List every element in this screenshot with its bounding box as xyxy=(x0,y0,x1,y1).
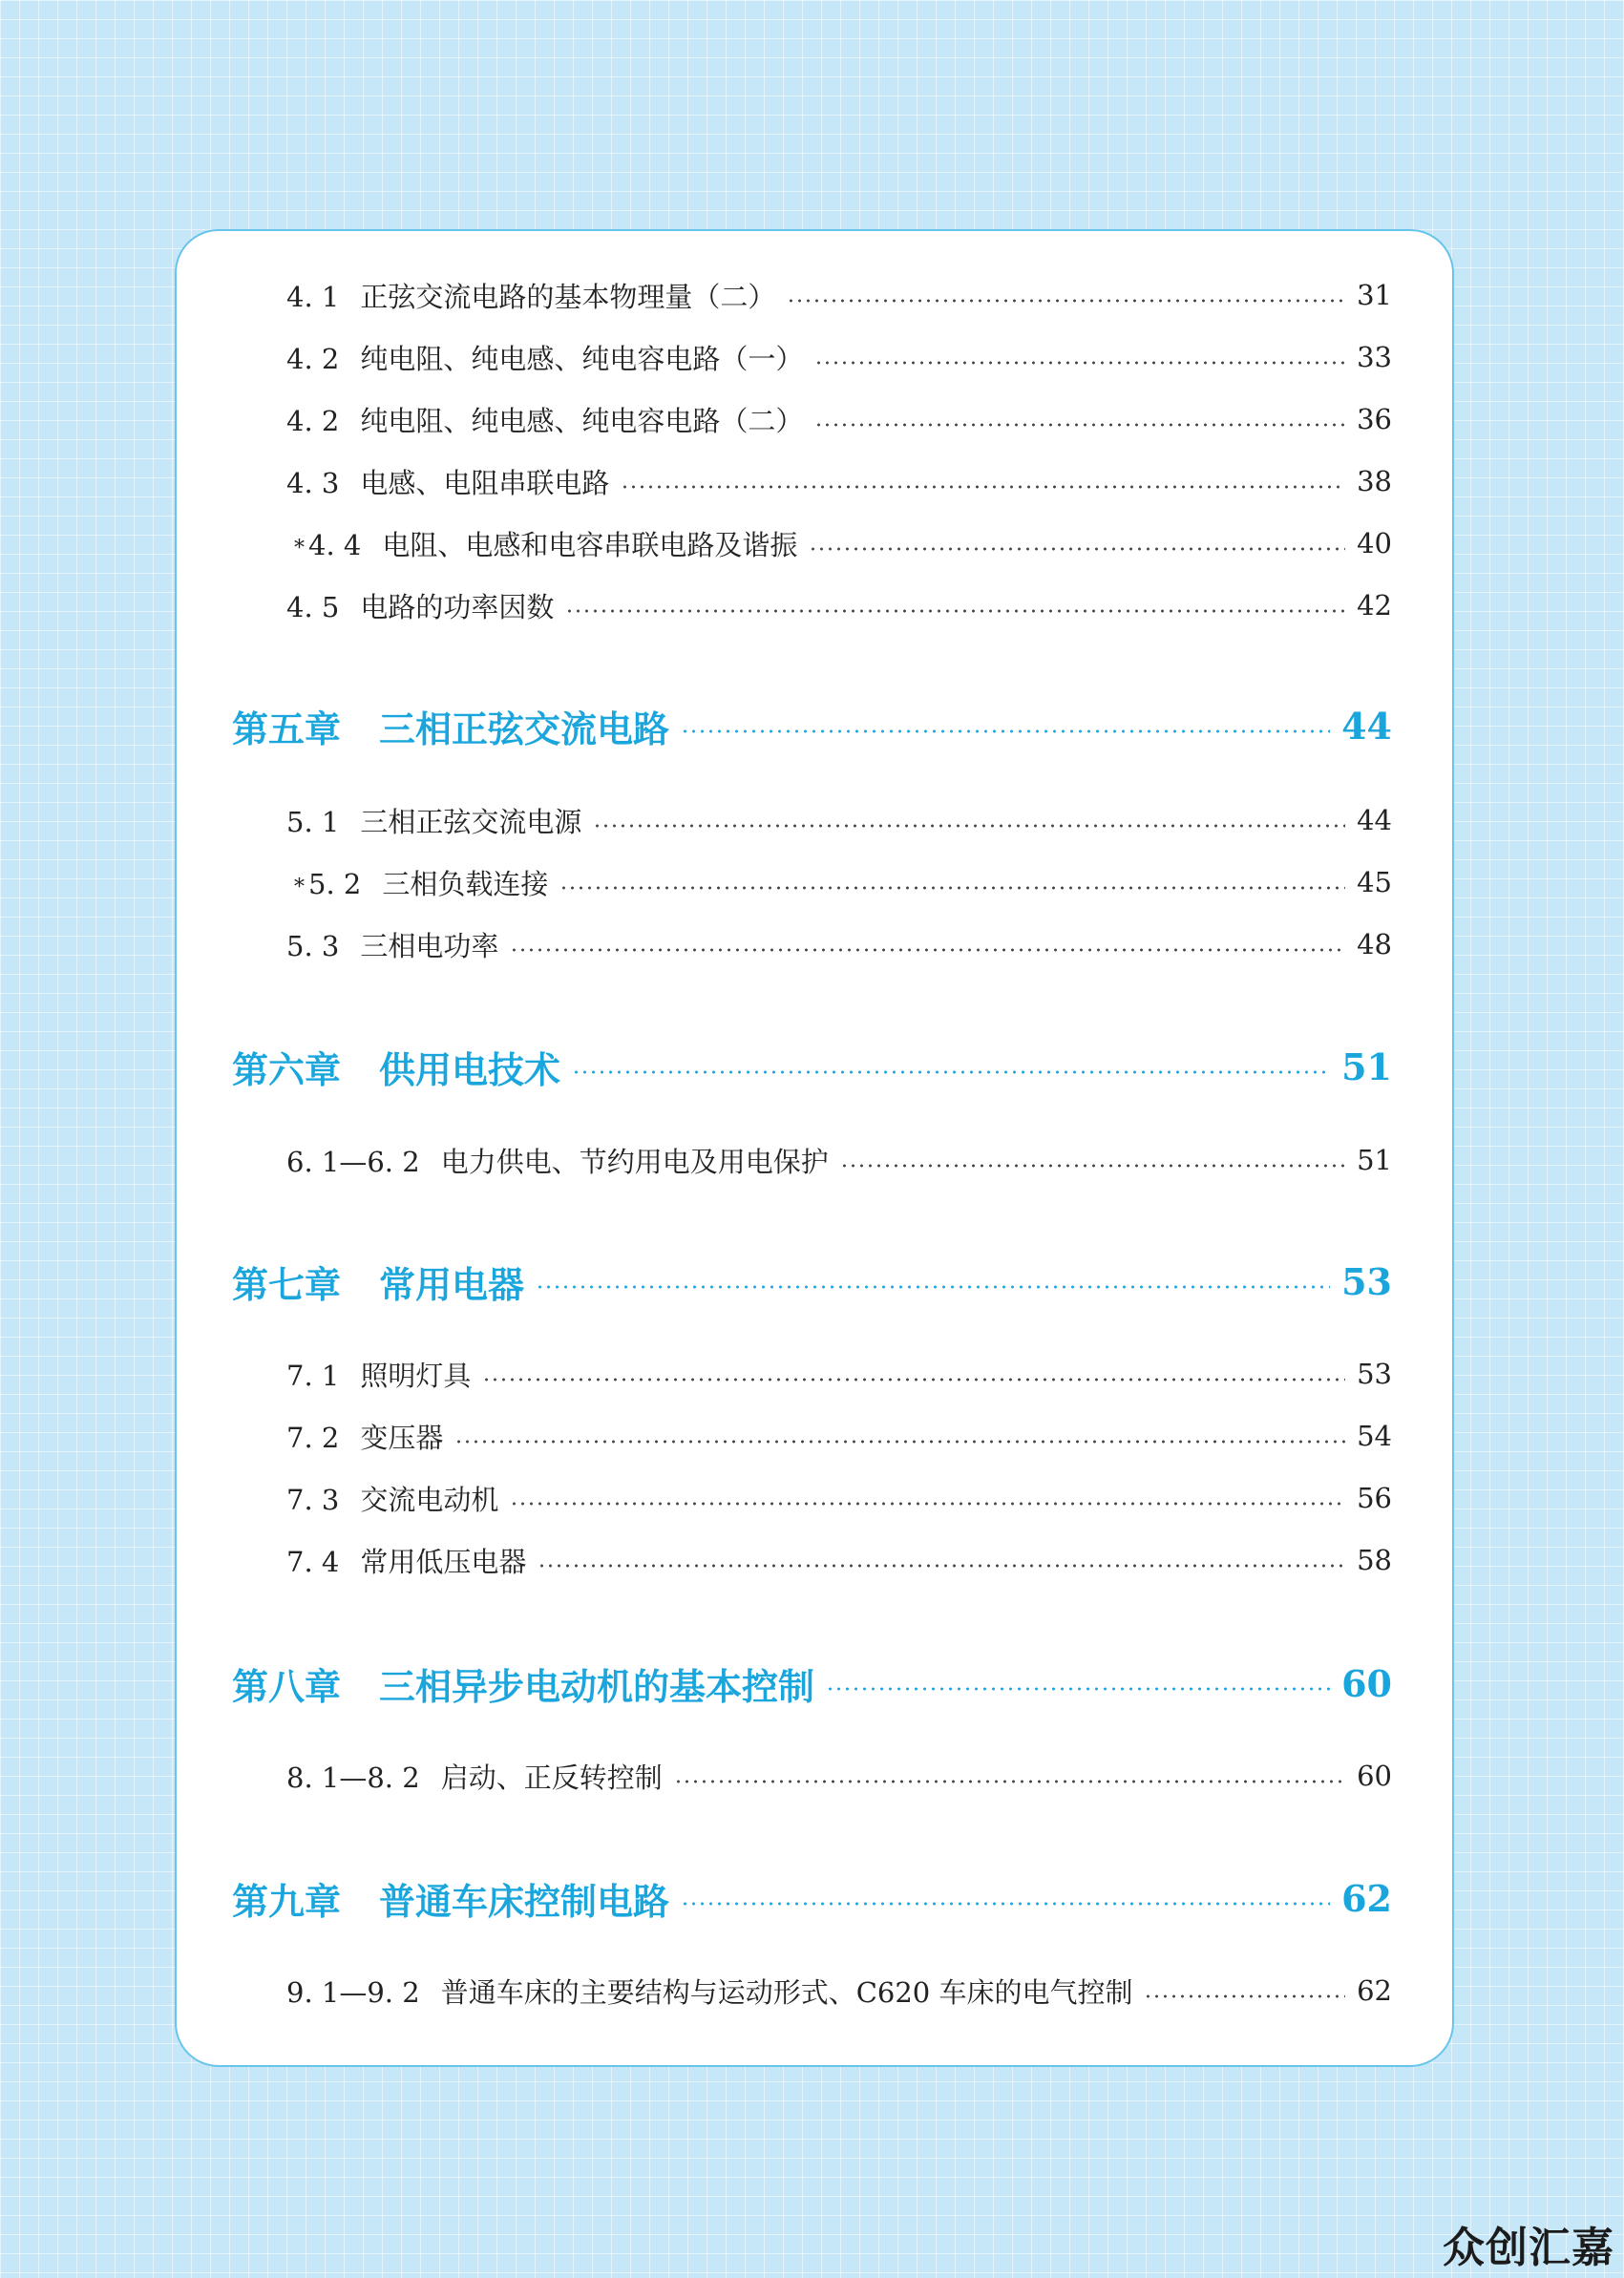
page-number: 58 xyxy=(1357,1544,1392,1576)
section-title: 电力供电、节约用电及用电保护 xyxy=(440,1145,829,1178)
dot-leader xyxy=(1144,1993,1345,1999)
chapter-heading[interactable] xyxy=(232,1251,1392,1312)
section-title: 三相负载连接 xyxy=(382,867,549,900)
section-title: 普通车床的主要结构与运动形式、C620 车床的电气控制 xyxy=(440,1975,1133,2009)
chapter-number: 第五章 xyxy=(232,707,342,750)
dot-leader xyxy=(593,823,1345,829)
dot-leader xyxy=(621,484,1345,490)
dot-leader xyxy=(510,947,1345,953)
page-number: 53 xyxy=(1341,1259,1392,1303)
page-number: 51 xyxy=(1357,1144,1392,1176)
dot-leader xyxy=(559,885,1345,891)
chapter-title: 三相正弦交流电路 xyxy=(379,707,670,750)
dot-leader xyxy=(681,1901,1330,1907)
section-number: 8. 1—8. 2 xyxy=(286,1761,420,1794)
page-number: 44 xyxy=(1341,704,1392,748)
section-number: 6. 1—6. 2 xyxy=(286,1145,420,1178)
page-number: 54 xyxy=(1357,1420,1392,1452)
section-number: 7. 4 xyxy=(286,1545,340,1578)
optional-mark: * xyxy=(294,536,305,560)
chapter-number: 第九章 xyxy=(232,1880,342,1923)
chapter-heading[interactable] xyxy=(232,695,1392,756)
section-number: 4. 1 xyxy=(286,280,340,313)
chapter-title: 供用电技术 xyxy=(379,1048,561,1091)
page-number: 53 xyxy=(1357,1358,1392,1390)
page-number: 44 xyxy=(1357,804,1392,836)
toc-entry[interactable] xyxy=(286,456,1392,506)
dot-leader xyxy=(826,1686,1330,1692)
toc-entry[interactable] xyxy=(294,518,1392,568)
chapter-title: 三相异步电动机的基本控制 xyxy=(379,1665,815,1708)
section-number: 5. 1 xyxy=(286,805,340,838)
section-number: 9. 1—9. 2 xyxy=(286,1975,420,2009)
dot-leader xyxy=(482,1377,1345,1382)
section-title: 变压器 xyxy=(360,1421,444,1454)
page-number: 45 xyxy=(1357,866,1392,898)
dot-leader xyxy=(538,1563,1345,1569)
page-number: 31 xyxy=(1357,279,1392,311)
toc-entry[interactable] xyxy=(286,1751,1392,1801)
dot-leader xyxy=(565,608,1345,614)
toc-entry[interactable] xyxy=(286,1135,1392,1185)
section-number: 4. 2 xyxy=(286,342,340,375)
page-number: 62 xyxy=(1341,1876,1392,1920)
section-title: 纯电阻、纯电感、纯电容电路（一） xyxy=(360,342,804,375)
chapter-heading[interactable] xyxy=(232,1867,1392,1929)
section-title: 纯电阻、纯电感、纯电容电路（二） xyxy=(360,404,804,437)
page-number: 60 xyxy=(1357,1760,1392,1792)
chapter-number: 第六章 xyxy=(232,1048,342,1091)
page-number: 38 xyxy=(1357,465,1392,497)
chapter-heading[interactable] xyxy=(232,1036,1392,1097)
dot-leader xyxy=(674,1779,1345,1784)
dot-leader xyxy=(814,360,1345,366)
page-number: 56 xyxy=(1357,1482,1392,1514)
section-number: 5. 3 xyxy=(286,929,340,962)
section-title: 启动、正反转控制 xyxy=(440,1761,663,1794)
section-title: 三相正弦交流电源 xyxy=(360,805,582,838)
section-title: 照明灯具 xyxy=(360,1359,472,1392)
page-number: 36 xyxy=(1357,403,1392,435)
page-number: 40 xyxy=(1357,527,1392,559)
section-number: 4. 4 xyxy=(308,528,362,561)
dot-leader xyxy=(572,1069,1330,1075)
page-number: 42 xyxy=(1357,589,1392,622)
page-number: 51 xyxy=(1341,1044,1392,1088)
section-number: 4. 5 xyxy=(286,590,340,623)
page-number: 48 xyxy=(1357,928,1392,960)
optional-mark: * xyxy=(294,875,305,899)
toc-entry[interactable] xyxy=(286,580,1392,630)
dot-leader xyxy=(510,1501,1345,1507)
brand-watermark: 众创汇嘉 xyxy=(1443,2224,1614,2272)
section-title: 常用低压电器 xyxy=(360,1545,527,1578)
dot-leader xyxy=(536,1284,1330,1290)
chapter-title: 常用电器 xyxy=(379,1263,525,1306)
toc-entry[interactable] xyxy=(286,1473,1392,1523)
section-title: 电阻、电感和电容串联电路及谐振 xyxy=(382,528,798,561)
dot-leader xyxy=(681,728,1330,734)
section-title: 三相电功率 xyxy=(360,929,499,962)
toc-entry[interactable] xyxy=(286,332,1392,382)
section-number: 5. 2 xyxy=(308,867,362,900)
dot-leader xyxy=(454,1439,1345,1445)
page-number: 33 xyxy=(1357,341,1392,373)
section-number: 7. 2 xyxy=(286,1421,340,1454)
toc-entry[interactable] xyxy=(286,1535,1392,1585)
dot-leader xyxy=(809,546,1345,552)
section-number: 7. 1 xyxy=(286,1359,340,1392)
chapter-number: 第八章 xyxy=(232,1665,342,1708)
toc-entry[interactable] xyxy=(286,1411,1392,1461)
section-number: 7. 3 xyxy=(286,1483,340,1516)
toc-entry[interactable] xyxy=(286,1966,1392,2015)
page-number: 62 xyxy=(1357,1974,1392,2007)
toc-entry[interactable] xyxy=(286,1349,1392,1399)
toc-entry[interactable] xyxy=(294,857,1392,907)
dot-leader xyxy=(840,1163,1345,1169)
section-number: 4. 2 xyxy=(286,404,340,437)
section-number: 4. 3 xyxy=(286,466,340,499)
page-number: 60 xyxy=(1341,1661,1392,1705)
section-title: 正弦交流电路的基本物理量（二） xyxy=(360,280,776,313)
section-title: 交流电动机 xyxy=(360,1483,499,1516)
chapter-title: 普通车床控制电路 xyxy=(379,1880,670,1923)
section-title: 电感、电阻串联电路 xyxy=(360,466,610,499)
toc-entry[interactable] xyxy=(286,919,1392,969)
toc-entry[interactable] xyxy=(286,795,1392,845)
toc-entry[interactable] xyxy=(286,270,1392,320)
chapter-heading[interactable] xyxy=(232,1653,1392,1714)
chapter-number: 第七章 xyxy=(232,1263,342,1306)
section-title: 电路的功率因数 xyxy=(360,590,555,623)
toc-entry[interactable] xyxy=(286,394,1392,444)
dot-leader xyxy=(787,298,1345,304)
dot-leader xyxy=(814,422,1345,428)
